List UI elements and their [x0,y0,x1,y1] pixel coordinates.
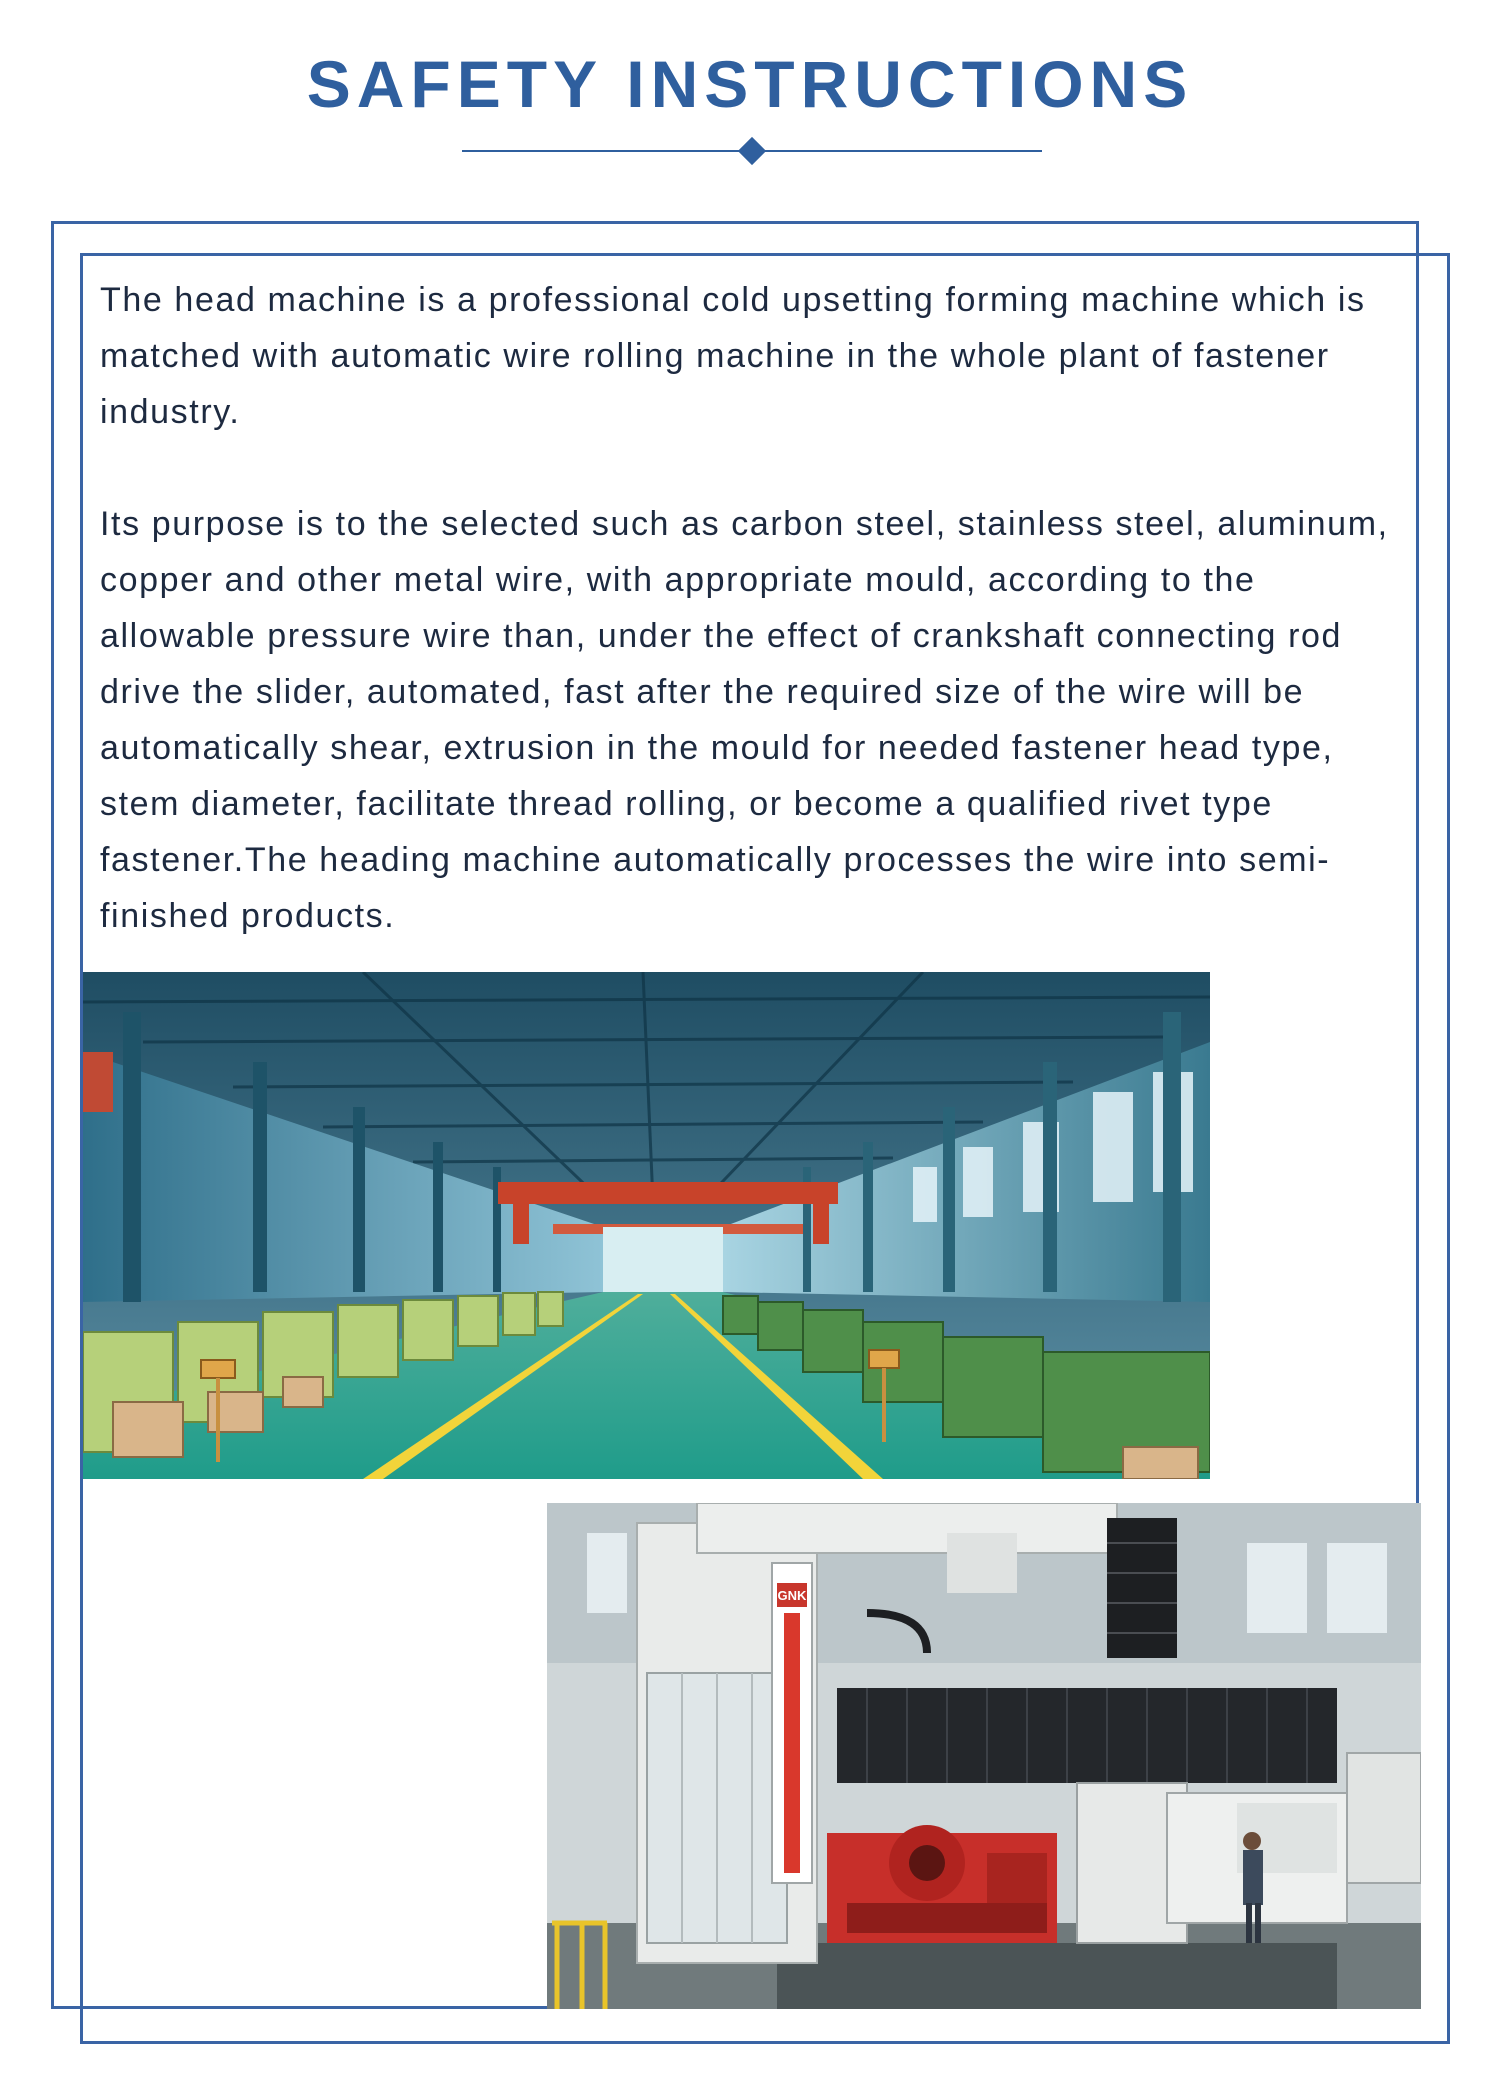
page-title: SAFETY INSTRUCTIONS [306,47,1194,121]
description-text [100,272,1410,944]
gantry-machine-photo [547,1503,1421,2009]
paragraph-intro: The head machine is a professional cold upsetting forming machine which is matched with automatic wire rolling machine in the whole plant of fastener industry. [100,281,1366,431]
factory-hall-photo [83,972,1210,1479]
divider-diamond-icon [738,137,766,165]
paragraph-purpose: Its purpose is to the selected such as carbon steel, stainless steel, aluminum, copper and other metal wire, with appropriate mould, according to the allowable pressure wire than, under the effect of crankshaft connecting rod drive the slider, automated, fast after the required size of the wire will be automatically shear, extrusion in the mould for needed fastener head type, stem diameter, facilitate thread rolling, or become a qualified rivet type fastener.The heading machine automatically processes the wire into semi-finished products. [100,505,1389,935]
machine-brand-logo: GNK [777,1588,807,1603]
